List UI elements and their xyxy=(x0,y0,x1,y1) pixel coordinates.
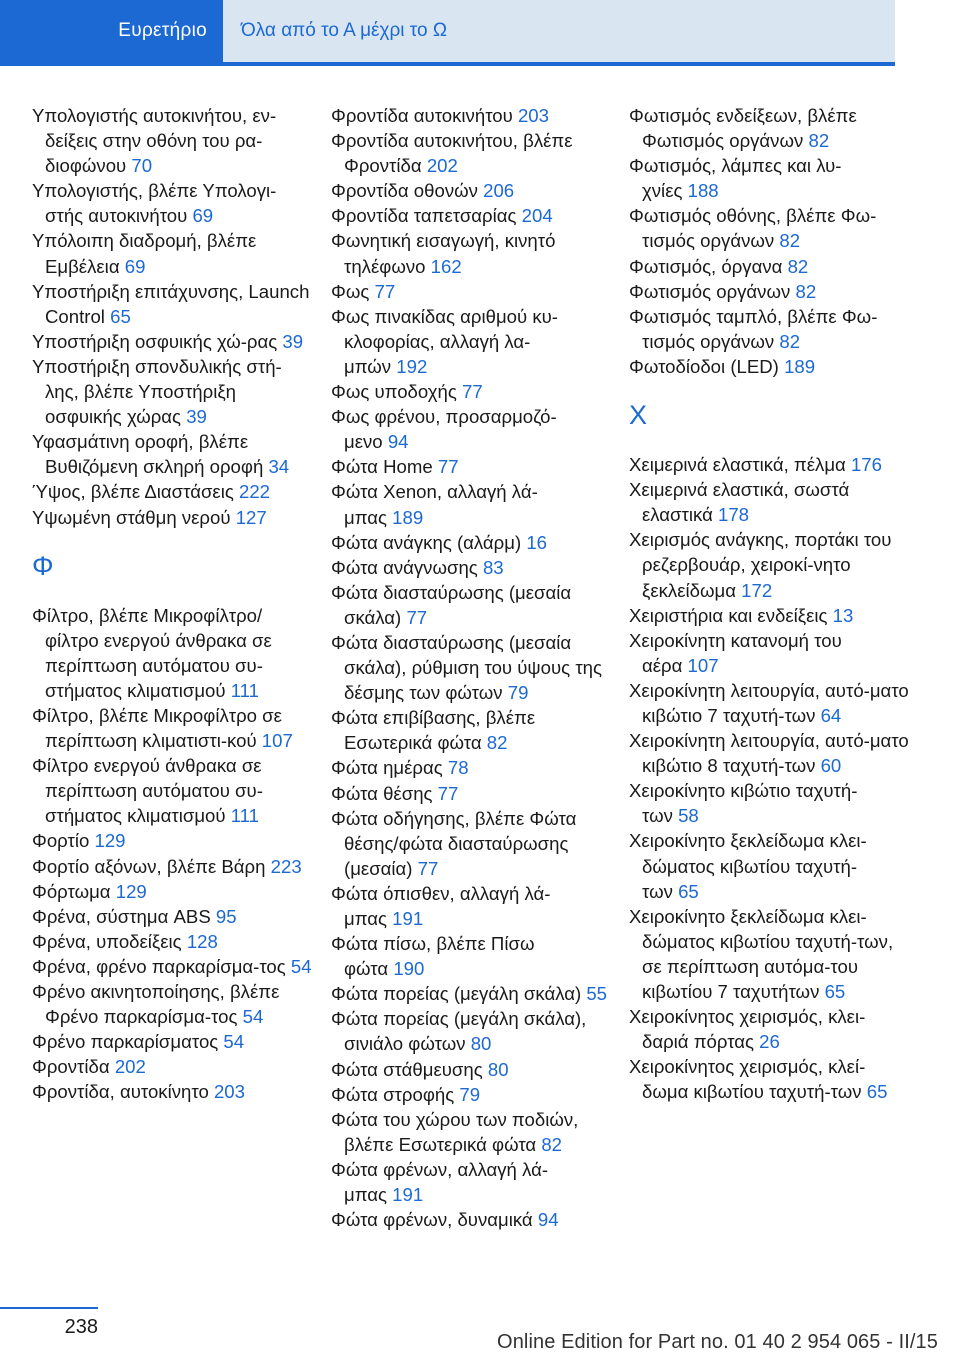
page-reference-link[interactable]: 190 xyxy=(393,958,425,980)
index-entry xyxy=(32,703,312,753)
index-entry xyxy=(32,505,312,530)
index-entry-text: Φώτα Xenon, αλλαγή λά-μπας xyxy=(331,481,538,528)
index-entry xyxy=(32,178,312,228)
page-reference-link[interactable]: 64 xyxy=(820,704,842,726)
page-reference-link[interactable]: 77 xyxy=(437,456,459,478)
index-entry-text: Φώτα πίσω, βλέπε Πίσω φώτα xyxy=(331,933,535,980)
index-entry xyxy=(32,103,312,178)
page-reference-link[interactable]: 107 xyxy=(687,654,719,676)
index-entry xyxy=(629,304,909,354)
index-entry xyxy=(629,203,909,253)
page-reference-link[interactable]: 82 xyxy=(541,1133,563,1155)
page-reference-link[interactable]: 94 xyxy=(537,1209,559,1231)
index-column-3 xyxy=(629,103,909,1104)
index-entry xyxy=(331,580,611,630)
index-entry-text: Χειμερινά ελαστικά, πέλμα xyxy=(629,454,846,476)
index-entry-text: Φίλτρο, βλέπε Μικροφίλτρο σε περίπτωση κλιματιστι-κού xyxy=(32,704,282,752)
index-entry-text: Χειροκίνητο ξεκλείδωμα κλει-δώματος κιβωτίου ταχυτή-των xyxy=(629,830,867,902)
index-entry-text: Φωτισμός ενδείξεων, βλέπε Φωτισμός οργάνων xyxy=(629,105,857,152)
page-reference-link[interactable]: 65 xyxy=(824,981,846,1002)
index-entry-text: Φροντίδα αυτοκινήτου, βλέπε Φροντίδα xyxy=(331,130,573,177)
page-reference-link[interactable]: 82 xyxy=(787,255,809,277)
page-reference-link[interactable]: 129 xyxy=(115,880,147,902)
index-entry xyxy=(32,828,312,853)
index-entry-text: Φροντίδα, αυτοκίνητο xyxy=(32,1081,209,1103)
page-reference-link[interactable]: 69 xyxy=(124,255,146,277)
index-entry-text: Υπολογιστής αυτοκινήτου, εν-δείξεις στην οθόνη του ρα-διοφώνου xyxy=(32,105,277,177)
index-entry-text: Φωτισμός οργάνων xyxy=(629,280,791,302)
index-entry-text: Χειροκίνητη λειτουργία, αυτό-ματο κιβώτιο 8 ταχυτή-των xyxy=(629,730,909,777)
index-entry-text: Φωτισμός, όργανα xyxy=(629,255,783,277)
page-reference-link[interactable]: 95 xyxy=(215,905,237,927)
index-entry-text: Φώτα του χώρου των ποδιών, βλέπε Εσωτερικά φώτα xyxy=(331,1108,579,1155)
index-entry xyxy=(331,1082,611,1107)
page-reference-link[interactable]: 107 xyxy=(261,730,293,752)
index-entry-text: Φως φρένου, προσαρμοζό-μενο xyxy=(331,406,557,453)
index-entry-text: Υποστήριξη οσφυικής χώ-ρας xyxy=(32,330,278,352)
index-entry-text: Φρένο παρκαρίσματος xyxy=(32,1031,219,1053)
index-entry xyxy=(331,228,611,278)
letter-heading: Χ xyxy=(629,400,648,431)
page-reference-link[interactable]: 191 xyxy=(392,908,424,929)
index-entry xyxy=(331,1207,611,1232)
page-reference-link[interactable]: 206 xyxy=(483,180,515,202)
index-entry-text: Φρένο ακινητοποίησης, βλέπε Φρένο παρκαρίσμα-τος xyxy=(32,981,280,1028)
index-entry xyxy=(629,452,909,477)
index-entry-text: Φώτα επιβίβασης, βλέπε Εσωτερικά φώτα xyxy=(331,707,536,754)
index-entry-text: Χειροκίνητος χειρισμός, κλεί-δωμα κιβωτίου ταχυτή-των xyxy=(629,1056,866,1103)
page-reference-link[interactable]: 191 xyxy=(392,1184,424,1206)
index-entry-text: Χειριστήρια και ενδείξεις xyxy=(629,604,828,626)
index-entry xyxy=(32,354,312,429)
index-entry xyxy=(32,904,312,929)
index-entry xyxy=(32,228,312,278)
index-entry xyxy=(32,954,312,979)
index-entry xyxy=(32,854,312,879)
index-entry-text: Φίλτρο ενεργού άνθρακα σε περίπτωση αυτόματου συ-στήματος κλιματισμού xyxy=(32,755,263,827)
page-reference-link[interactable]: 70 xyxy=(131,155,153,177)
index-entry xyxy=(32,753,312,828)
page-reference-link[interactable]: 77 xyxy=(417,857,439,879)
index-entry-text: Υποστήριξη επιτάχυνσης, Launch Control xyxy=(32,280,310,327)
index-entry-text: Φροντίδα xyxy=(32,1056,110,1078)
index-entry xyxy=(331,203,611,228)
index-entry xyxy=(32,979,312,1029)
index-entry-text: Υψωμένη στάθμη νερού xyxy=(32,506,231,528)
page-reference-link[interactable]: 69 xyxy=(192,205,214,227)
index-entry-text: Φρένα, σύστημα ABS xyxy=(32,905,211,927)
index-entry-text: Φώτα διασταύρωσης (μεσαία σκάλα) xyxy=(331,581,572,628)
page-reference-link[interactable]: 128 xyxy=(186,930,218,952)
index-entry-text: Φροντίδα οθονών xyxy=(331,180,478,202)
index-entry-text: Φώτα φρένων, αλλαγή λά-μπας xyxy=(331,1158,549,1206)
page-number-rule xyxy=(0,1307,98,1309)
index-entry-text: Φώτα ημέρας xyxy=(331,757,443,779)
page-reference-link[interactable]: 39 xyxy=(186,406,207,428)
index-entry xyxy=(32,603,312,703)
index-entry xyxy=(629,1004,909,1054)
index-entry-text: Υποστήριξη σπονδυλικής στή-λης, βλέπε Υποστήριξη οσφυικής χώρας xyxy=(32,355,282,428)
index-entry-text: Φώτα στάθμευσης xyxy=(331,1058,483,1080)
page-reference-link[interactable]: 127 xyxy=(235,506,267,528)
index-entry-text: Φώτα πορείας (μεγάλη σκάλα), σινιάλο φώτων xyxy=(331,1008,587,1055)
page-reference-link[interactable]: 129 xyxy=(94,830,126,852)
page-reference-link[interactable]: 222 xyxy=(238,481,271,503)
header-accent-line xyxy=(0,62,895,66)
index-entry-text: Φωτισμός ταμπλό, βλέπε Φω-τισμός οργάνων xyxy=(629,305,878,352)
page-reference-link[interactable]: 189 xyxy=(784,355,816,377)
page-reference-link[interactable]: 111 xyxy=(230,805,259,827)
index-entry-text: Φίλτρο, βλέπε Μικροφίλτρο/ φίλτρο ενεργού άνθρακα σε περίπτωση αυτόματου συ-στήματος κλιματισμού xyxy=(32,604,272,701)
index-entry-text: Φως πινακίδας αριθμού κυ-κλοφορίας, αλλαγή λα-μπών xyxy=(331,305,558,377)
page-reference-link[interactable]: 204 xyxy=(521,205,553,227)
index-entry-text: Φωτισμός, λάμπες και λυ-χνίες xyxy=(629,155,842,202)
index-entry-text: Φωτισμός οθόνης, βλέπε Φω-τισμός οργάνων xyxy=(629,205,877,252)
index-entry-text: Ύψος, βλέπε Διαστάσεις xyxy=(32,481,234,503)
index-entry xyxy=(331,630,611,705)
index-entry xyxy=(32,879,312,904)
index-entry xyxy=(629,477,909,527)
index-entry-text: Φώτα ανάγκης (αλάρμ) xyxy=(331,531,522,553)
index-entry xyxy=(32,429,312,479)
index-entry xyxy=(629,254,909,279)
page-reference-link[interactable]: 80 xyxy=(470,1033,492,1055)
page-reference-link[interactable]: 65 xyxy=(678,880,699,902)
index-entry xyxy=(331,705,611,755)
page-reference-link[interactable]: 39 xyxy=(282,330,304,352)
page-reference-link[interactable]: 111 xyxy=(230,679,259,701)
page-reference-link[interactable]: 202 xyxy=(114,1056,146,1078)
page-reference-link[interactable]: 77 xyxy=(406,606,428,628)
index-entry xyxy=(331,1057,611,1082)
page-reference-link[interactable]: 172 xyxy=(741,579,773,601)
page-number: 238 xyxy=(64,1316,98,1338)
index-entry xyxy=(331,178,611,203)
index-entry-text: Φώτα διασταύρωσης (μεσαία σκάλα), ρύθμιση του ύψους της δέσμης των φώτων xyxy=(331,631,602,704)
index-entry-text: Φρένα, φρένο παρκαρίσμα-τος xyxy=(32,955,286,977)
index-entry xyxy=(331,1157,611,1207)
page-reference-link[interactable]: 176 xyxy=(850,454,882,476)
index-entry-text: Χειροκίνητο κιβώτιο ταχυτή-των xyxy=(629,780,858,827)
page-reference-link[interactable]: 77 xyxy=(374,280,396,302)
index-entry-text: Υπόλοιπη διαδρομή, βλέπε Εμβέλεια xyxy=(32,230,257,277)
index-entry xyxy=(629,1054,909,1104)
page-reference-link[interactable]: 54 xyxy=(290,955,312,977)
index-entry-text: Φώτα πορείας (μεγάλη σκάλα) xyxy=(331,983,582,1005)
page-reference-link[interactable]: 54 xyxy=(223,1031,245,1053)
index-entry xyxy=(629,354,909,379)
index-entry-text: Φόρτωμα xyxy=(32,880,111,902)
index-entry-text: Χειμερινά ελαστικά, σωστά ελαστικά xyxy=(629,479,850,526)
page-reference-link[interactable]: 178 xyxy=(718,504,750,526)
page-reference-link[interactable]: 77 xyxy=(461,381,483,403)
index-entry xyxy=(331,128,611,178)
tab-index[interactable]: Ευρετήριο xyxy=(0,0,223,62)
index-entry xyxy=(629,728,909,778)
page-reference-link[interactable]: 82 xyxy=(779,230,801,252)
index-entry-text: Χειροκίνητη λειτουργία, αυτό-ματο κιβώτιο 7 ταχυτή-των xyxy=(629,679,909,726)
index-entry-text: Φροντίδα ταπετσαρίας xyxy=(331,205,517,227)
index-entry-text: Φώτα οδήγησης, βλέπε Φώτα θέσης/φώτα διασταύρωσης (μεσαία) xyxy=(331,807,577,879)
index-entry xyxy=(629,628,909,678)
index-entry xyxy=(331,781,611,806)
index-column-1 xyxy=(32,103,312,1104)
index-entry xyxy=(32,1029,312,1054)
page-reference-link[interactable]: 77 xyxy=(437,782,459,804)
index-entry xyxy=(331,806,611,881)
page-reference-link[interactable]: 202 xyxy=(426,155,458,177)
index-entry xyxy=(331,304,611,379)
page-reference-link[interactable]: 188 xyxy=(687,180,719,202)
index-entry xyxy=(32,929,312,954)
page-reference-link[interactable]: 162 xyxy=(430,255,462,277)
page-reference-link[interactable]: 55 xyxy=(586,983,608,1005)
index-entry-text: Φώτα ανάγνωσης xyxy=(331,556,478,578)
page-reference-link[interactable]: 65 xyxy=(866,1081,888,1103)
index-entry xyxy=(32,1054,312,1079)
index-entry-text: Φως xyxy=(331,280,370,302)
index-entry-text: Χειροκίνητη κατανομή του αέρα xyxy=(629,629,842,676)
page-reference-link[interactable]: 34 xyxy=(268,456,290,478)
page-reference-link[interactable]: 82 xyxy=(795,280,817,302)
page-reference-link[interactable]: 13 xyxy=(832,604,854,626)
index-entry xyxy=(629,103,909,153)
index-entry-text: Χειρισμός ανάγκης, πορτάκι του ρεζερβουάρ, χειροκί-νητο ξεκλείδωμα xyxy=(629,529,892,601)
page-reference-link[interactable]: 203 xyxy=(213,1081,245,1103)
index-entry xyxy=(32,479,312,504)
index-entry xyxy=(331,755,611,780)
edition-footer: Online Edition for Part no. 01 40 2 954 065 - II/15 xyxy=(497,1331,938,1353)
index-entry-text: Φρένα, υποδείξεις xyxy=(32,930,182,952)
page-reference-link[interactable]: 54 xyxy=(242,1006,264,1028)
index-entry xyxy=(629,828,909,903)
index-entry-text: Φώτα στροφής xyxy=(331,1083,455,1105)
index-entry xyxy=(32,329,312,354)
page-reference-link[interactable]: 82 xyxy=(486,732,508,754)
page-reference-link[interactable]: 82 xyxy=(779,330,801,352)
index-entry-text: Φως υποδοχής xyxy=(331,381,457,403)
page-reference-link[interactable]: 79 xyxy=(507,682,529,704)
index-entry xyxy=(331,479,611,529)
index-entry-text: Φωτοδίοδοι (LED) xyxy=(629,355,779,377)
index-entry-text: Φορτίο xyxy=(32,830,90,852)
index-entry-text: Φώτα όπισθεν, αλλαγή λά-μπας xyxy=(331,882,551,929)
page-reference-link[interactable]: 65 xyxy=(110,305,131,327)
index-entry xyxy=(331,931,611,981)
page-reference-link[interactable]: 58 xyxy=(678,805,699,827)
index-entry-text: Υφασμάτινη οροφή, βλέπε Βυθιζόμενη σκληρή οροφή xyxy=(32,431,264,478)
index-entry xyxy=(629,603,909,628)
tab-a-to-z[interactable]: Όλα από το Α μέχρι το Ω xyxy=(241,20,448,41)
index-entry-text: Φώτα φρένων, δυναμικά xyxy=(331,1209,533,1231)
index-entry-text: Φώτα θέσης xyxy=(331,782,433,804)
page-reference-link[interactable]: 189 xyxy=(392,506,424,528)
index-entry-text: Φροντίδα αυτοκινήτου xyxy=(331,105,513,126)
index-entry xyxy=(331,981,611,1006)
page-reference-link[interactable]: 203 xyxy=(517,105,549,126)
index-entry xyxy=(331,103,611,128)
letter-heading: Φ xyxy=(32,550,54,581)
index-entry xyxy=(629,778,909,828)
index-entry-text: Φορτίο αξόνων, βλέπε Βάρη xyxy=(32,855,266,877)
page-reference-link[interactable]: 78 xyxy=(447,757,469,779)
index-entry xyxy=(629,904,909,1004)
index-entry xyxy=(331,454,611,479)
index-entry-text: Χειροκίνητος χειρισμός, κλει-δαριά πόρτας xyxy=(629,1006,866,1053)
index-entry-text: Φωνητική εισαγωγή, κινητό τηλέφωνο xyxy=(331,230,556,277)
index-entry xyxy=(331,555,611,580)
index-entry xyxy=(331,404,611,454)
page-reference-link[interactable]: 94 xyxy=(387,431,409,453)
page-reference-link[interactable]: 223 xyxy=(270,855,302,877)
index-entry-text: Χειροκίνητο ξεκλείδωμα κλει-δώματος κιβωτίου ταχυτή-των, σε περίπτωση αυτόμα-του κιβωτίου 7 ταχυτήτων xyxy=(629,905,894,1002)
index-entry-text: Υπολογιστής, βλέπε Υπολογι-στής αυτοκινήτου xyxy=(32,180,277,227)
page-reference-link[interactable]: 26 xyxy=(759,1031,780,1053)
index-entry xyxy=(331,881,611,931)
index-entry xyxy=(629,527,909,602)
page-reference-link[interactable]: 80 xyxy=(487,1058,509,1080)
index-column-2 xyxy=(331,103,611,1232)
index-entry xyxy=(629,279,909,304)
index-entry xyxy=(629,153,909,203)
index-entry-text: Φώτα Home xyxy=(331,456,433,478)
index-entry xyxy=(32,279,312,329)
index-entry xyxy=(331,530,611,555)
index-entry xyxy=(331,1107,611,1157)
index-entry xyxy=(331,279,611,304)
page-reference-link[interactable]: 82 xyxy=(808,130,830,152)
page-reference-link[interactable]: 192 xyxy=(396,355,428,377)
index-entry xyxy=(331,1006,611,1056)
index-entry xyxy=(629,678,909,728)
index-entry xyxy=(331,379,611,404)
page-reference-link[interactable]: 16 xyxy=(526,531,547,553)
page-reference-link[interactable]: 83 xyxy=(482,556,504,578)
index-entry xyxy=(32,1079,312,1104)
page-reference-link[interactable]: 60 xyxy=(820,755,842,777)
page-reference-link[interactable]: 79 xyxy=(459,1083,481,1105)
